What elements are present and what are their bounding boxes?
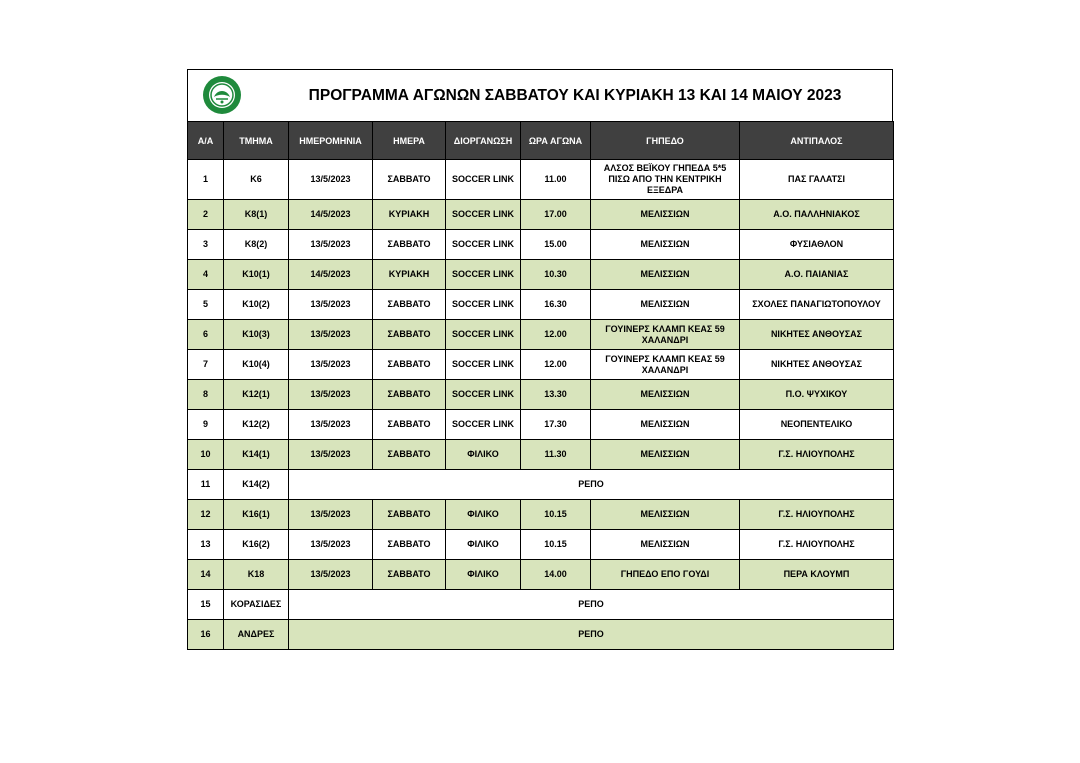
day-cell: ΚΥΡΙΑΚΗ (373, 200, 446, 230)
day-cell: ΣΑΒΒΑΤΟ (373, 160, 446, 200)
organizer-cell: SOCCER LINK (446, 290, 521, 320)
opponent-cell: ΠΕΡΑ ΚΛΟΥΜΠ (740, 560, 894, 590)
date-cell: 13/5/2023 (289, 160, 373, 200)
table-row (188, 290, 894, 320)
time-cell: 12.00 (521, 320, 591, 350)
team-cell: ΚΟΡΑΣΙΔΕΣ (224, 590, 289, 620)
field-cell: ΜΕΛΙΣΣΙΩΝ (591, 380, 740, 410)
row-number: 6 (188, 320, 224, 350)
organizer-cell: SOCCER LINK (446, 160, 521, 200)
date-cell: 13/5/2023 (289, 530, 373, 560)
team-cell: Κ6 (224, 160, 289, 200)
time-cell: 14.00 (521, 560, 591, 590)
page-title: ΠΡΟΓΡΑΜΜΑ ΑΓΩΝΩΝ ΣΑΒΒΑΤΟΥ ΚΑΙ ΚΥΡΙΑΚΗ 13 ΚΑΙ 14 ΜΑΙΟΥ 2023 (308, 87, 842, 104)
day-cell: ΣΑΒΒΑΤΟ (373, 320, 446, 350)
team-cell: Κ10(2) (224, 290, 289, 320)
field-cell: ΜΕΛΙΣΣΙΩΝ (591, 230, 740, 260)
day-cell: ΣΑΒΒΑΤΟ (373, 410, 446, 440)
table-row (188, 200, 894, 230)
opponent-cell: Α.Ο. ΠΑΙΑΝΙΑΣ (740, 260, 894, 290)
column-header: ΑΝΤΙΠΑΛΟΣ (740, 122, 894, 160)
time-cell: 10.15 (521, 530, 591, 560)
field-cell: ΜΕΛΙΣΣΙΩΝ (591, 290, 740, 320)
table-row (188, 260, 894, 290)
time-cell: 17.00 (521, 200, 591, 230)
opponent-cell: Γ.Σ. ΗΛΙΟΥΠΟΛΗΣ (740, 530, 894, 560)
date-cell: 13/5/2023 (289, 230, 373, 260)
time-cell: 12.00 (521, 350, 591, 380)
day-cell: ΣΑΒΒΑΤΟ (373, 440, 446, 470)
column-header: ΩΡΑ ΑΓΩΝΑ (521, 122, 591, 160)
day-cell: ΣΑΒΒΑΤΟ (373, 500, 446, 530)
organizer-cell: SOCCER LINK (446, 260, 521, 290)
day-cell: ΣΑΒΒΑΤΟ (373, 380, 446, 410)
day-cell: ΣΑΒΒΑΤΟ (373, 560, 446, 590)
field-cell: ΓΗΠΕΔΟ ΕΠΟ ΓΟΥΔΙ (591, 560, 740, 590)
time-cell: 16.30 (521, 290, 591, 320)
table-body (188, 160, 894, 650)
row-number: 10 (188, 440, 224, 470)
organizer-cell: ΦΙΛΙΚΟ (446, 440, 521, 470)
table-row (188, 500, 894, 530)
date-cell: 14/5/2023 (289, 260, 373, 290)
date-cell: 13/5/2023 (289, 290, 373, 320)
column-header: ΔΙΟΡΓΑΝΩΣΗ (446, 122, 521, 160)
club-crest-icon (202, 75, 242, 115)
day-cell: ΣΑΒΒΑΤΟ (373, 230, 446, 260)
opponent-cell: ΝΙΚΗΤΕΣ ΑΝΘΟΥΣΑΣ (740, 350, 894, 380)
row-number: 4 (188, 260, 224, 290)
organizer-cell: SOCCER LINK (446, 320, 521, 350)
row-number: 14 (188, 560, 224, 590)
opponent-cell: ΦΥΣΙΑΘΛΟΝ (740, 230, 894, 260)
field-cell: ΜΕΛΙΣΣΙΩΝ (591, 410, 740, 440)
team-cell: Κ8(1) (224, 200, 289, 230)
field-cell: ΓΟΥΙΝΕΡΣ ΚΛΑΜΠ ΚΕΑΣ 59 ΧΑΛΑΝΔΡΙ (591, 320, 740, 350)
opponent-cell: Γ.Σ. ΗΛΙΟΥΠΟΛΗΣ (740, 440, 894, 470)
team-cell: Κ18 (224, 560, 289, 590)
row-number: 11 (188, 470, 224, 500)
time-cell: 15.00 (521, 230, 591, 260)
row-number: 3 (188, 230, 224, 260)
table-row (188, 410, 894, 440)
date-cell: 13/5/2023 (289, 320, 373, 350)
date-cell: 13/5/2023 (289, 560, 373, 590)
organizer-cell: SOCCER LINK (446, 350, 521, 380)
row-number: 13 (188, 530, 224, 560)
team-cell: Κ16(2) (224, 530, 289, 560)
schedule-sheet (187, 69, 893, 650)
team-cell: Κ14(2) (224, 470, 289, 500)
column-header: ΗΜΕΡΑ (373, 122, 446, 160)
organizer-cell: ΦΙΛΙΚΟ (446, 560, 521, 590)
opponent-cell: Γ.Σ. ΗΛΙΟΥΠΟΛΗΣ (740, 500, 894, 530)
column-header: ΤΜΗΜΑ (224, 122, 289, 160)
row-number: 7 (188, 350, 224, 380)
row-number: 9 (188, 410, 224, 440)
rest-cell: ΡΕΠΟ (289, 590, 894, 620)
field-cell: ΑΛΣΟΣ ΒΕΪΚΟΥ ΓΗΠΕΔΑ 5*5 ΠΙΣΩ ΑΠΟ ΤΗΝ ΚΕΝΤΡΙΚΗ ΕΞΕΔΡΑ (591, 160, 740, 200)
table-row (188, 590, 894, 620)
column-header: ΓΗΠΕΔΟ (591, 122, 740, 160)
table-row (188, 320, 894, 350)
row-number: 5 (188, 290, 224, 320)
title-row (187, 69, 893, 121)
table-row (188, 620, 894, 650)
day-cell: ΣΑΒΒΑΤΟ (373, 350, 446, 380)
date-cell: 13/5/2023 (289, 350, 373, 380)
field-cell: ΜΕΛΙΣΣΙΩΝ (591, 260, 740, 290)
opponent-cell: Α.Ο. ΠΑΛΛΗΝΙΑΚΟΣ (740, 200, 894, 230)
date-cell: 13/5/2023 (289, 410, 373, 440)
time-cell: 17.30 (521, 410, 591, 440)
organizer-cell: SOCCER LINK (446, 230, 521, 260)
table-row (188, 560, 894, 590)
team-cell: Κ14(1) (224, 440, 289, 470)
table-row (188, 380, 894, 410)
row-number: 15 (188, 590, 224, 620)
organizer-cell: SOCCER LINK (446, 410, 521, 440)
day-cell: ΚΥΡΙΑΚΗ (373, 260, 446, 290)
opponent-cell: ΝΕΟΠΕΝΤΕΛΙΚΟ (740, 410, 894, 440)
opponent-cell: ΝΙΚΗΤΕΣ ΑΝΘΟΥΣΑΣ (740, 320, 894, 350)
field-cell: ΜΕΛΙΣΣΙΩΝ (591, 440, 740, 470)
date-cell: 13/5/2023 (289, 380, 373, 410)
field-cell: ΜΕΛΙΣΣΙΩΝ (591, 530, 740, 560)
table-header-row (188, 122, 894, 160)
team-cell: Κ10(1) (224, 260, 289, 290)
time-cell: 13.30 (521, 380, 591, 410)
table-row (188, 350, 894, 380)
date-cell: 13/5/2023 (289, 440, 373, 470)
day-cell: ΣΑΒΒΑΤΟ (373, 290, 446, 320)
team-cell: ΑΝΔΡΕΣ (224, 620, 289, 650)
opponent-cell: Π.Ο. ΨΥΧΙΚΟΥ (740, 380, 894, 410)
time-cell: 11.30 (521, 440, 591, 470)
rest-cell: ΡΕΠΟ (289, 620, 894, 650)
time-cell: 11.00 (521, 160, 591, 200)
team-cell: Κ16(1) (224, 500, 289, 530)
row-number: 16 (188, 620, 224, 650)
team-cell: Κ12(2) (224, 410, 289, 440)
table-row (188, 440, 894, 470)
organizer-cell: SOCCER LINK (446, 200, 521, 230)
opponent-cell: ΣΧΟΛΕΣ ΠΑΝΑΓΙΩΤΟΠΟΥΛΟΥ (740, 290, 894, 320)
field-cell: ΜΕΛΙΣΣΙΩΝ (591, 200, 740, 230)
time-cell: 10.15 (521, 500, 591, 530)
table-row (188, 230, 894, 260)
row-number: 2 (188, 200, 224, 230)
table-row (188, 470, 894, 500)
fixtures-table (187, 121, 894, 650)
organizer-cell: ΦΙΛΙΚΟ (446, 500, 521, 530)
team-cell: Κ8(2) (224, 230, 289, 260)
table-row (188, 160, 894, 200)
column-header: Α/Α (188, 122, 224, 160)
date-cell: 13/5/2023 (289, 500, 373, 530)
team-cell: Κ10(3) (224, 320, 289, 350)
rest-cell: ΡΕΠΟ (289, 470, 894, 500)
day-cell: ΣΑΒΒΑΤΟ (373, 530, 446, 560)
date-cell: 14/5/2023 (289, 200, 373, 230)
time-cell: 10.30 (521, 260, 591, 290)
field-cell: ΜΕΛΙΣΣΙΩΝ (591, 500, 740, 530)
row-number: 12 (188, 500, 224, 530)
team-cell: Κ12(1) (224, 380, 289, 410)
team-cell: Κ10(4) (224, 350, 289, 380)
organizer-cell: SOCCER LINK (446, 380, 521, 410)
organizer-cell: ΦΙΛΙΚΟ (446, 530, 521, 560)
row-number: 1 (188, 160, 224, 200)
opponent-cell: ΠΑΣ ΓΑΛΑΤΣΙ (740, 160, 894, 200)
field-cell: ΓΟΥΙΝΕΡΣ ΚΛΑΜΠ ΚΕΑΣ 59 ΧΑΛΑΝΔΡΙ (591, 350, 740, 380)
row-number: 8 (188, 380, 224, 410)
column-header: ΗΜΕΡΟΜΗΝΙΑ (289, 122, 373, 160)
table-row (188, 530, 894, 560)
